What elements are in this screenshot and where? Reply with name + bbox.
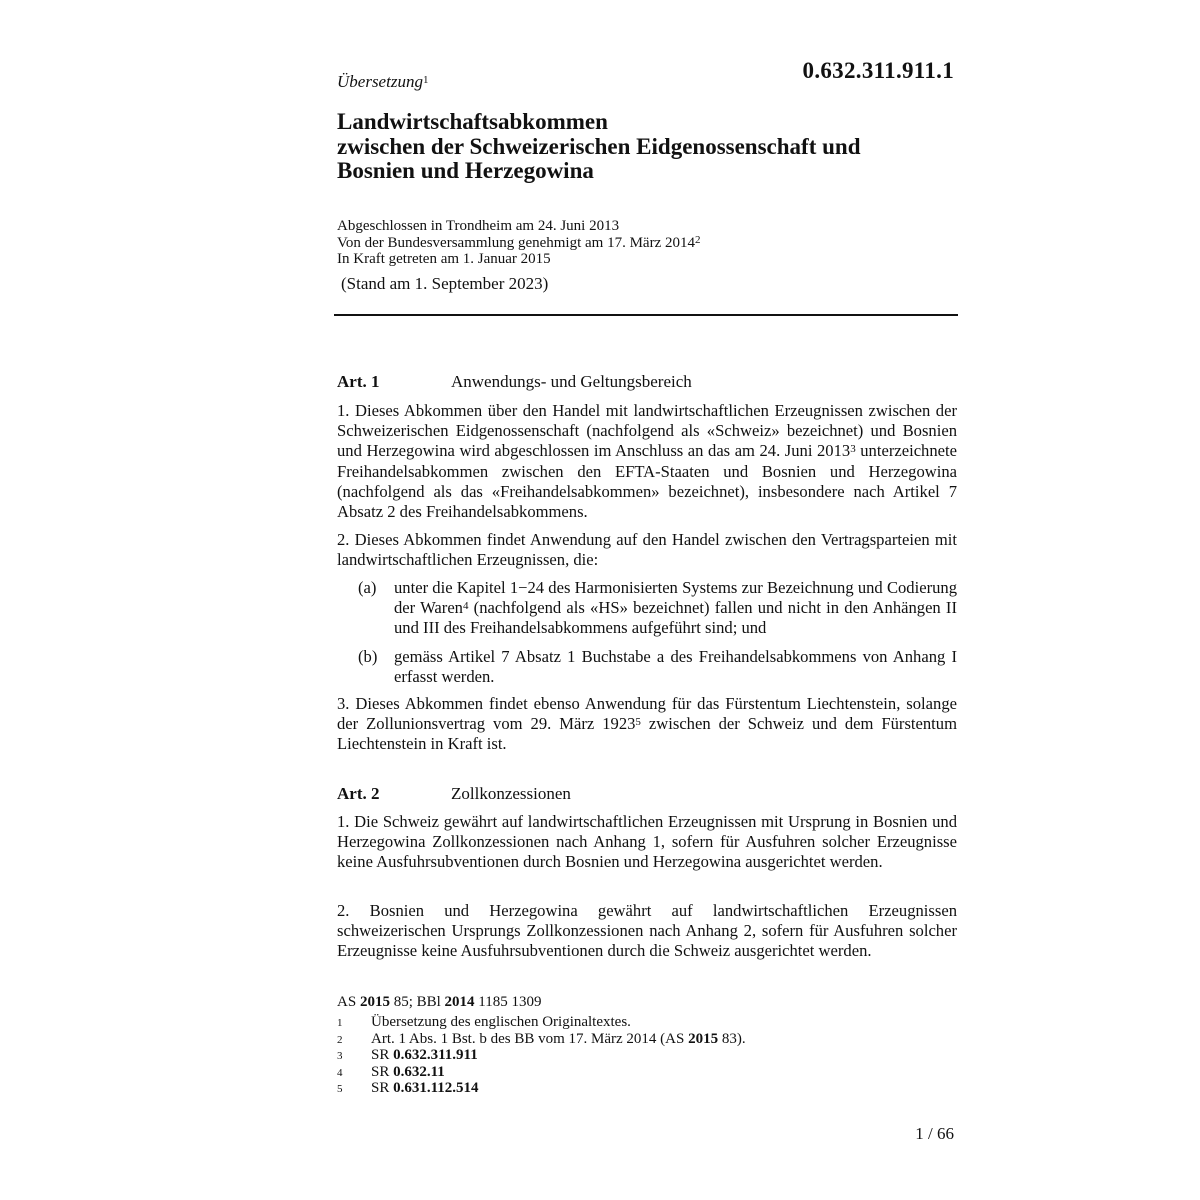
article-number: Art. 1 <box>337 372 380 391</box>
page-number: 1 / 66 <box>915 1124 954 1143</box>
art1-paragraph-2: 2. Dieses Abkommen findet Anwendung auf den Handel zwischen den Vertragsparteien mit landwirtschaftlichen Erzeugnissen, die: <box>337 530 957 570</box>
art1-paragraph-1: 1. Dieses Abkommen über den Handel mit landwirtschaftlichen Erzeugnissen zwischen der Schweizerischen Eidgenossenschaft (nachfolgend als «Schweiz» bezeichnet) und Bosnien und Herzegowina wird abgeschlossen im Anschluss an das am 24. Juni 2013$^3$ unterzeichnete Freihandelsabkommen zwischen den EFTA-Staaten und Bosnien und Herzegowina (nachfolgend als das «Freihandelsabkommen» bezeichnet), insbesondere nach Artikel 7 Absatz 2 des Freihandelsabkommens. <box>337 401 957 522</box>
footnote-ref[interactable]: 4 <box>462 600 469 613</box>
footnote: 5 SR 0.631.112.514 <box>337 1080 479 1097</box>
document-meta <box>337 218 701 268</box>
footnotes <box>337 1015 746 1098</box>
title-line: zwischen der Schweizerischen Eidgenossenschaft und <box>337 133 861 159</box>
article-2-heading <box>337 784 571 804</box>
item-text: unter die Kapitel 1−24 des Harmonisierten Systems zur Bezeichnung und Codierung der Waren$^4$ (nachfolgend als «HS» bezeichnet) fallen und nicht in den Anhängen II und III des Freihandelsabkommens aufgeführt sind; und <box>394 578 957 638</box>
sr-link[interactable]: 0.632.11 <box>393 1063 445 1080</box>
item-text: gemäss Artikel 7 Absatz 1 Buchstabe a des Freihandelsabkommens von Anhang I erfasst werden. <box>394 647 957 687</box>
footnote-ref[interactable]: 3 <box>850 443 856 456</box>
item-label: (b) <box>358 647 378 666</box>
title-line: Bosnien und Herzegowina <box>337 158 594 183</box>
document-title <box>337 110 861 184</box>
sr-number: 0.632.311.911.1 <box>802 58 954 83</box>
article-title: Zollkonzessionen <box>451 784 571 803</box>
sr-link[interactable]: 0.632.311.911 <box>393 1047 478 1064</box>
footnote: 3 SR 0.632.311.911 <box>337 1047 478 1064</box>
stand-date: (Stand am 1. September 2023) <box>341 274 549 293</box>
concluded-line: Abgeschlossen in Trondheim am 24. Juni 2013 <box>337 218 620 234</box>
footnote: 1 Übersetzung des englischen Originaltextes. <box>337 1014 631 1030</box>
footnote-ref[interactable]: 2 <box>695 233 701 246</box>
article-1-heading <box>337 372 692 392</box>
item-label: (a) <box>358 578 377 597</box>
header-divider <box>334 314 958 316</box>
footnote: 2 Art. 1 Abs. 1 Bst. b des BB vom 17. März 2014 (AS 2015 83). <box>337 1030 746 1047</box>
in-force-line: In Kraft getreten am 1. Januar 2015 <box>337 251 551 267</box>
art1-item-a <box>358 578 957 639</box>
art1-item-b <box>358 647 957 687</box>
art2-paragraph-2: 2. Bosnien und Herzegowina gewährt auf landwirtschaftlichen Erzeugnissen schweizerischen Ursprungs Zollkonzessionen nach Anhang 2, sofern für Ausfuhren solcher Erzeugnisse keine Ausfuhrsubventionen durch die Schweiz ausgerichtet werden. <box>337 901 957 961</box>
art2-paragraph-1: 1. Die Schweiz gewährt auf landwirtschaftlichen Erzeugnissen mit Ursprung in Bosnien und Herzegowina Zollkonzessionen nach Anhang 1, sofern für Ausfuhren solcher Erzeugnisse keine Ausfuhrsubventionen durch Bosnien und Herzegowina ausgerichtet werden. <box>337 812 957 872</box>
footnote-ref[interactable]: 5 <box>635 716 641 729</box>
source-reference: AS 2015 85; BBl 2014 1185 1309 <box>337 994 542 1010</box>
article-number: Art. 2 <box>337 784 380 803</box>
art1-paragraph-3: 3. Dieses Abkommen findet ebenso Anwendung für das Fürstentum Liechtenstein, solange der Zollunionsvertrag vom 29. März 1923$^5$ zwischen der Schweiz und dem Fürstentum Liechtenstein in Kraft ist. <box>337 694 957 754</box>
translation-label: Übersetzung$^1$ <box>337 72 429 91</box>
footnote: 4 SR 0.632.11 <box>337 1063 445 1080</box>
approved-line: Von der Bundesversammlung genehmigt am 17. März 2014$^2$ <box>337 233 701 251</box>
sr-link[interactable]: 0.631.112.514 <box>393 1080 479 1097</box>
title-line: Landwirtschaftsabkommen <box>337 109 608 134</box>
footnote-ref[interactable]: 1 <box>422 74 429 86</box>
article-title: Anwendungs- und Geltungsbereich <box>451 372 692 391</box>
